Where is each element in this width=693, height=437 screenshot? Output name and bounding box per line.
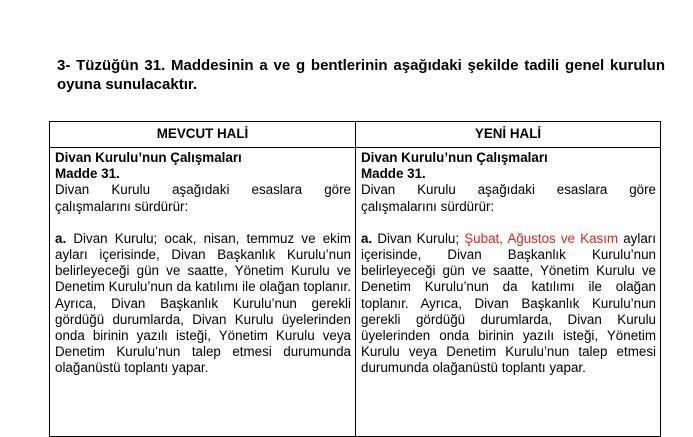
article-number: Madde 31. <box>55 166 120 182</box>
item-label: a. <box>361 230 373 246</box>
new-version-cell <box>356 148 661 437</box>
item-rest: ayları içerisinde, Divan Başkanlık Kurulu’nun belirleyeceği gün ve saatte, Yönetim Kurulu ve Denetim Kurulu’nun da katılımı ile olağan toplanır. Ayrıca, Divan Başkanlık Kurulu’nun gerekli gördüğü durumlarda, Divan Kurulu üyelerinden onda birinin yazılı isteği, Yönetim Kurulu veya Denetim Kurulu’nun talep etmesi durumunda olağanüstü toplantı yapar. <box>361 230 656 376</box>
table-row <box>50 148 661 437</box>
new-version-header: YENİ HALİ <box>356 122 661 148</box>
changed-months-text: Şubat, Ağustos ve Kasım <box>464 230 619 246</box>
amendment-heading: 3- Tüzüğün 31. Maddesinin a ve g bentlerinin aşağıdaki şekilde tadili genel kurulun oyuna sunulacaktır. <box>57 57 665 93</box>
item-a-paragraph <box>55 231 351 377</box>
intro-text: Divan Kurulu aşağıdaki esaslara göre çalışmalarını sürdürür: <box>361 182 656 214</box>
item-text: Divan Kurulu; ocak, nisan, temmuz ve ekim ayları içerisinde, Divan Başkanlık Kurulu’nun belirleyeceği gün ve saatte, Yönetim Kurulu ve Denetim Kurulu’nun da katılımı ile olağan toplanır. Ayrıca, Divan Başkanlık Kurulu’nun gerekli gördüğü durumlarda, Divan Kurulu üyelerinden onda birinin yazılı isteği, Yönetim Kurulu veya Denetim Kurulu’nun talep etmesi durumunda olağanüstü toplantı yapar. <box>55 230 351 376</box>
section-title: Divan Kurulu’nun Çalışmaları <box>361 150 548 165</box>
article-number: Madde 31. <box>361 166 426 182</box>
current-version-header: MEVCUT HALİ <box>50 122 356 148</box>
comparison-table <box>49 121 661 437</box>
intro-text: Divan Kurulu aşağıdaki esaslara göre çalışmalarını sürdürür: <box>55 182 351 214</box>
section-title: Divan Kurulu’nun Çalışmaları <box>55 150 242 165</box>
item-prefix: Divan Kurulu; <box>377 230 460 246</box>
item-a-paragraph <box>361 231 656 377</box>
item-label: a. <box>55 230 67 246</box>
table-header-row <box>50 122 661 148</box>
current-version-cell <box>50 148 356 437</box>
